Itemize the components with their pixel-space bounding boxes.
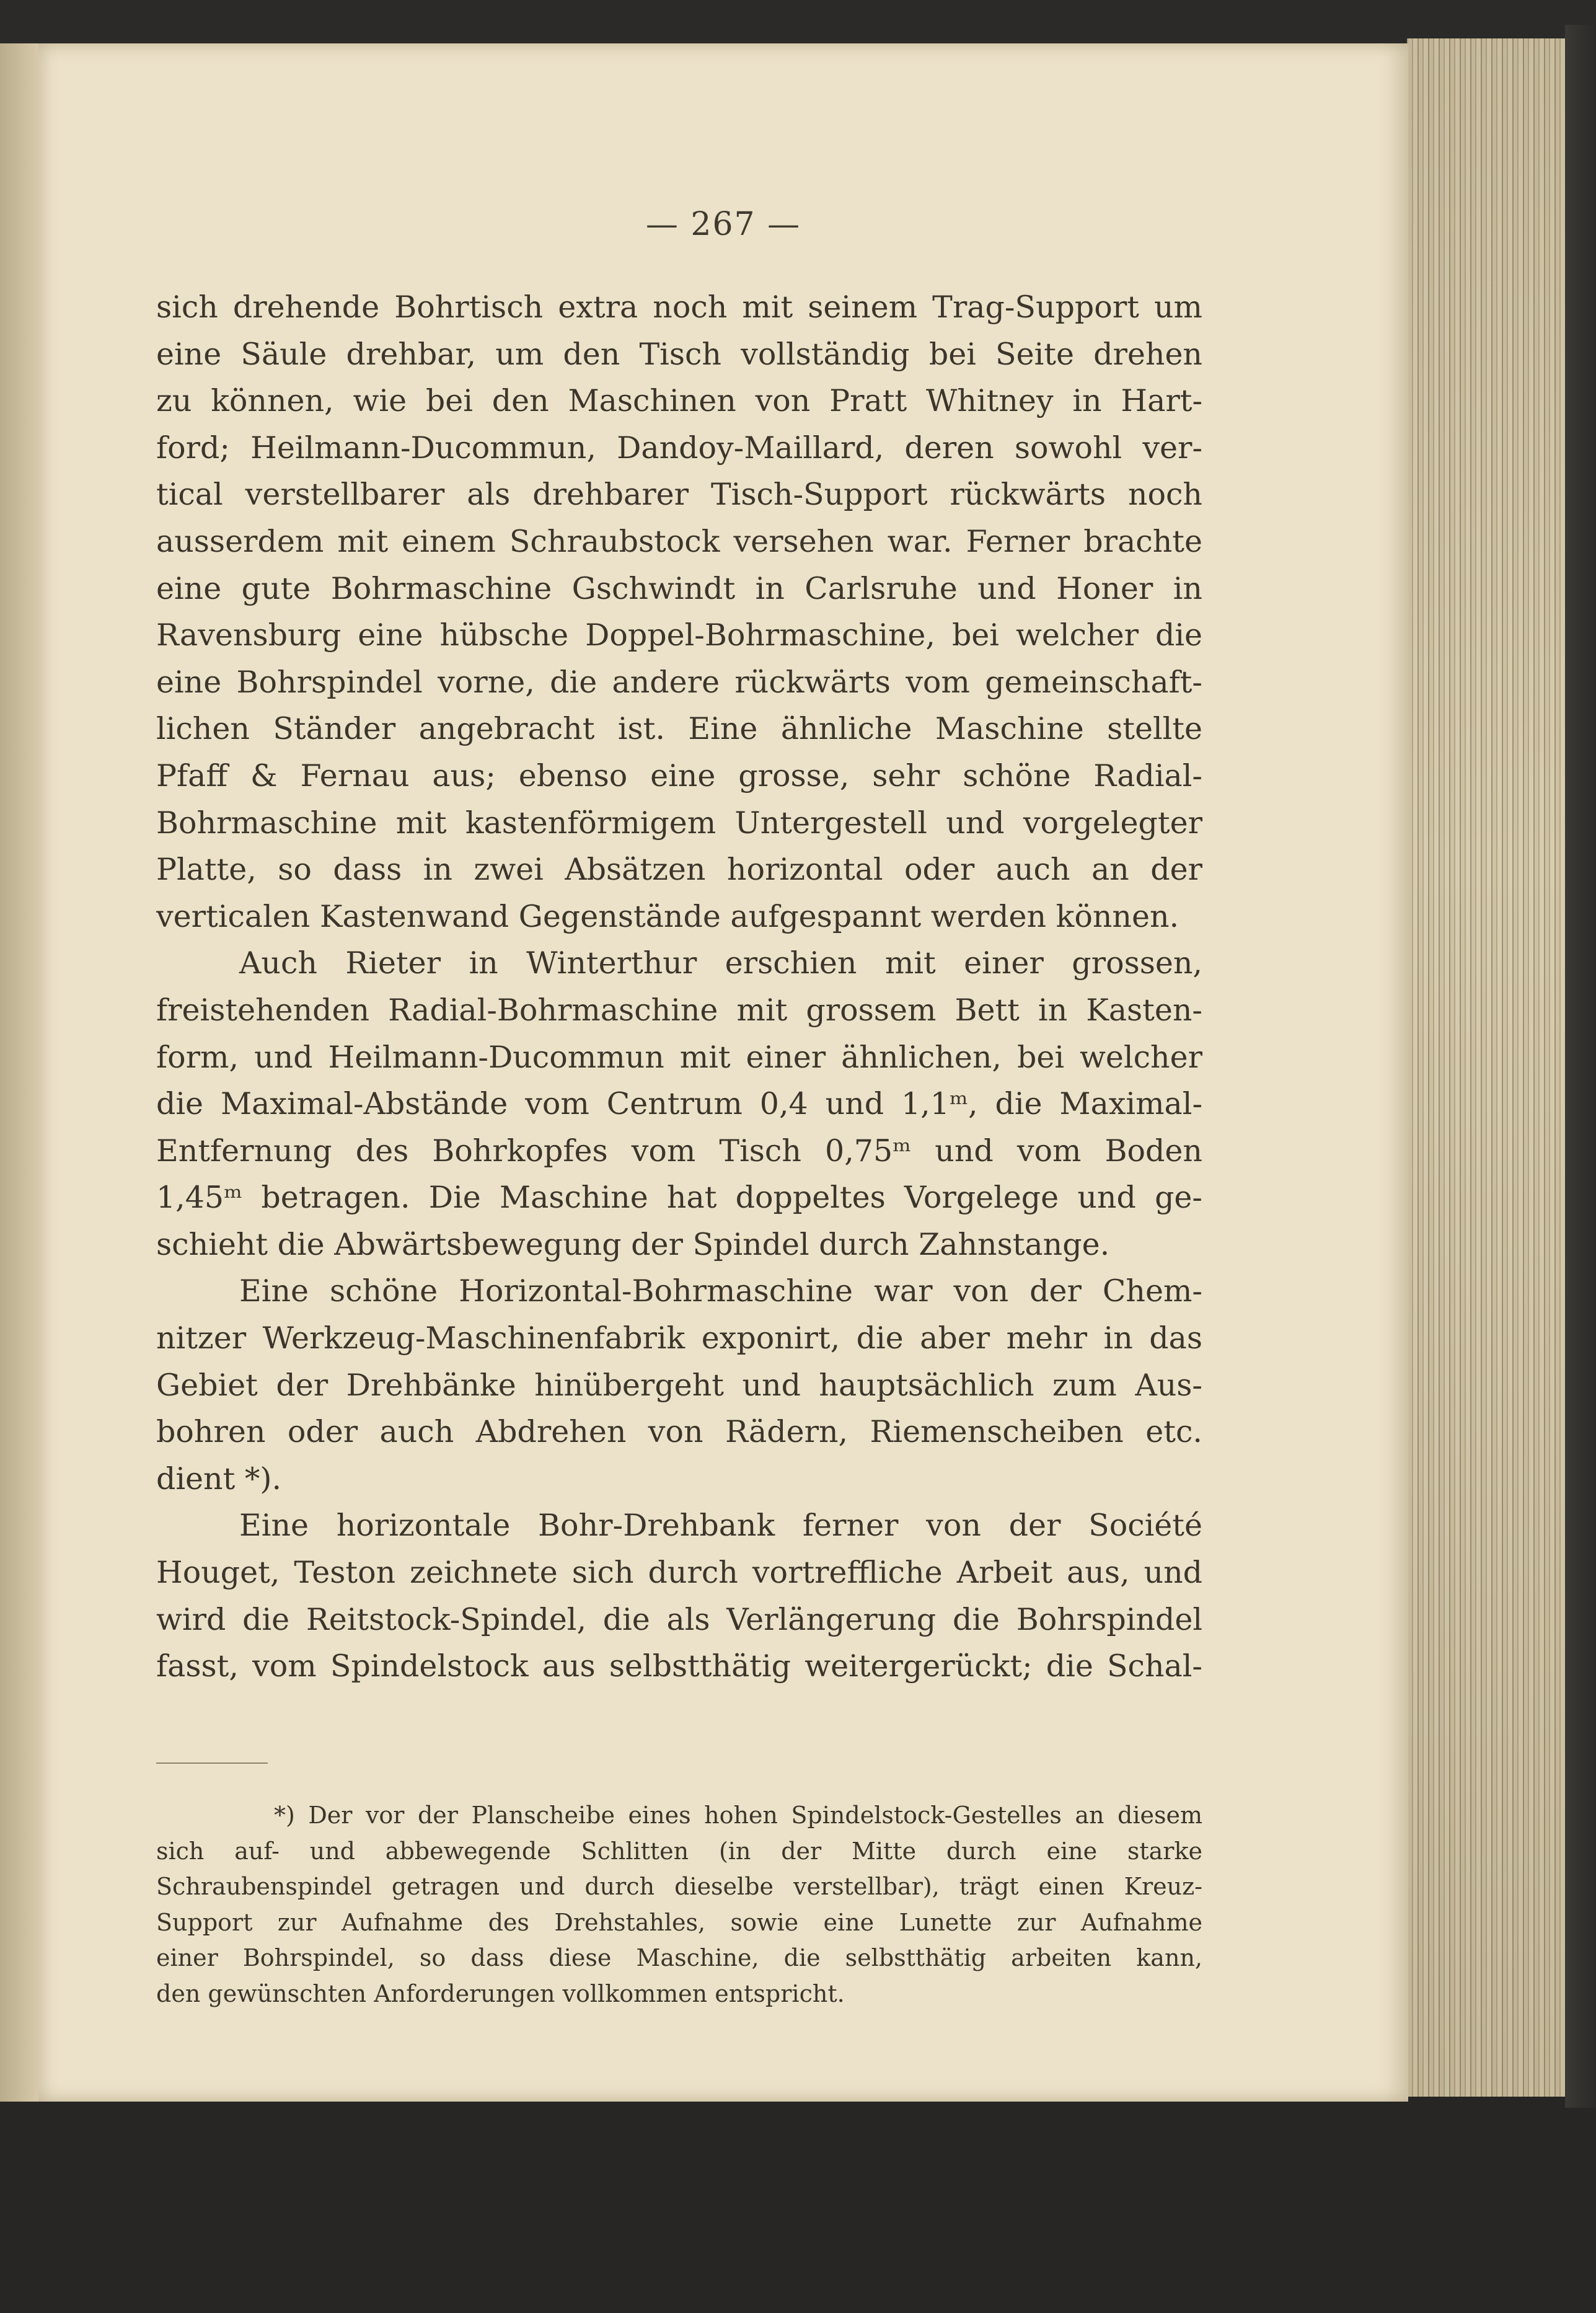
text-line: die Maximal-Abstände vom Centrum 0,4 und 1,1ᵐ, die Maximal- [156,1086,1202,1122]
left-page-edge [0,43,38,2102]
footnote [156,1798,1202,2012]
text-line: bohren oder auch Abdrehen von Rädern, Riemenscheiben etc. [156,1414,1202,1450]
text-line: sich drehende Bohrtisch extra noch mit seinem Trag-Support um [156,290,1202,325]
text-line: Eine horizontale Bohr-Drehbank ferner von der Société [239,1508,1202,1544]
text-line: ausserdem mit einem Schraubstock versehen war. Ferner brachte [156,523,1202,559]
text-line: freistehenden Radial-Bohrmaschine mit grossem Bett in Kasten- [156,992,1202,1028]
text-line: Pfaff & Fernau aus; ebenso eine grosse, sehr schöne Radial- [156,758,1202,794]
text-line: Platte, so dass in zwei Absätzen horizontal oder auch an der [156,852,1202,888]
text-line: Auch Rieter in Winterthur erschien mit einer grossen, [239,945,1202,981]
footnote-line: sich auf- und abbewegende Schlitten (in der Mitte durch eine starke [156,1837,1202,1865]
text-line: Houget, Teston zeichnete sich durch vortreffliche Arbeit aus, und [156,1555,1202,1591]
page-number: — 267 — [645,206,801,243]
text-line: Ravensburg eine hübsche Doppel-Bohrmaschine, bei welcher die [156,617,1202,653]
book-cover-top [0,0,1596,43]
text-line: nitzer Werkzeug-Maschinenfabrik exponirt, die aber mehr in das [156,1320,1202,1356]
book-page [38,43,1408,2102]
page-block-edges [1407,38,1566,2097]
text-line: wird die Reitstock-Spindel, die als Verlängerung die Bohrspindel [156,1601,1202,1637]
footnote-line: *) Der vor der Planscheibe eines hohen Spindelstock-Gestelles an diesem [274,1802,1202,1829]
footnote-line: Support zur Aufnahme des Drehstahles, sowie eine Lunette zur Aufnahme [156,1908,1202,1936]
footnote-divider [156,1762,268,1764]
text-line: verticalen Kastenwand Gegenstände aufgespannt werden können. [156,898,1179,934]
text-line: tical verstellbarer als drehbarer Tisch-Support rückwärts noch [156,477,1202,513]
footnote-line: den gewünschten Anforderungen vollkommen entspricht. [156,1979,845,2007]
book-cover-right [1565,25,1596,2108]
body-text [156,284,1202,1690]
text-line: zu können, wie bei den Maschinen von Pratt Whitney in Hart- [156,383,1202,419]
text-line: dient *). [156,1461,282,1497]
footnote-line: Schraubenspindel getragen und durch dieselbe verstellbar), trägt einen Kreuz- [156,1873,1202,1901]
text-line: ford; Heilmann-Ducommun, Dandoy-Maillard, deren sowohl ver- [156,430,1202,466]
text-line: lichen Ständer angebracht ist. Eine ähnliche Maschine stellte [156,711,1202,747]
text-line: fasst, vom Spindelstock aus selbstthätig weitergerückt; die Schal- [156,1648,1202,1684]
text-line: Bohrmaschine mit kastenförmigem Untergestell und vorgelegter [156,805,1202,841]
footnote-line: einer Bohrspindel, so dass diese Maschine, die selbstthätig arbeiten kann, [156,1944,1202,1972]
text-line: Eine schöne Horizontal-Bohrmaschine war von der Chem- [239,1273,1202,1309]
text-line: eine Bohrspindel vorne, die andere rückwärts vom gemeinschaft- [156,664,1202,700]
text-line: 1,45ᵐ betragen. Die Maschine hat doppeltes Vorgelege und ge- [156,1180,1202,1216]
text-line: form, und Heilmann-Ducommun mit einer ähnlichen, bei welcher [156,1039,1202,1075]
text-line: Entfernung des Bohrkopfes vom Tisch 0,75ᵐ und vom Boden [156,1133,1202,1169]
text-line: eine Säule drehbar, um den Tisch vollständig bei Seite drehen [156,336,1202,372]
text-line: Gebiet der Drehbänke hinübergeht und hauptsächlich zum Aus- [156,1367,1202,1403]
text-line: eine gute Bohrmaschine Gschwindt in Carlsruhe und Honer in [156,570,1202,606]
text-line: schieht die Abwärtsbewegung der Spindel durch Zahnstange. [156,1226,1110,1262]
